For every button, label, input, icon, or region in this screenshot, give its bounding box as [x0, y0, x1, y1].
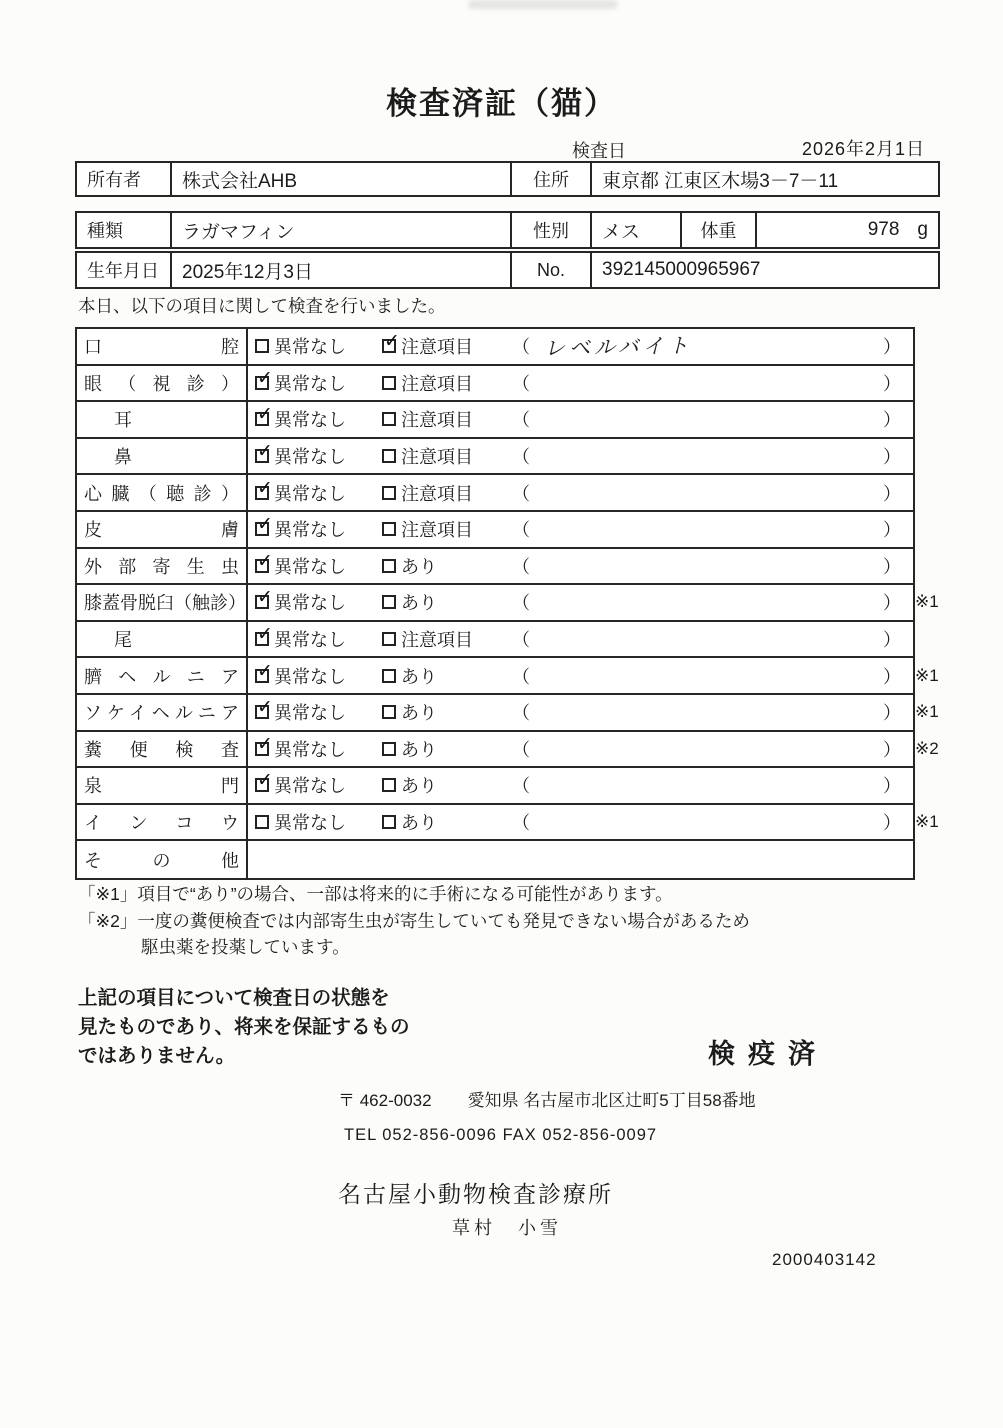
disclaimer-paragraph [78, 984, 410, 1071]
exam-option-finding [375, 622, 510, 657]
birthdate-label: 生年月日 [77, 253, 172, 287]
exam-item-label: 口腔 [77, 329, 248, 364]
clinic-address-line [338, 1086, 756, 1111]
option-label: 注意項目 [401, 410, 473, 431]
checkbox-no-abnormality [255, 815, 269, 829]
paren-close: ） [883, 739, 901, 760]
address-label: 住所 [512, 163, 592, 195]
paren-close: ） [883, 520, 901, 541]
exam-row-inguinal-hernia [77, 695, 939, 732]
exam-option-normal [248, 622, 375, 657]
sex-label: 性別 [512, 213, 592, 247]
paren-open: （ [512, 593, 530, 614]
disclaimer-line-1: 上記の項目について検査日の状態を [78, 987, 390, 1009]
exam-option-normal [248, 805, 375, 840]
option-label: 注意項目 [401, 373, 473, 394]
exam-row-fecal-exam [77, 732, 939, 769]
option-label: あり [401, 703, 437, 724]
footnote-mark: ※1 [915, 702, 939, 722]
footnote-2-line2: 駆虫薬を投薬しています。 [141, 937, 350, 957]
checkbox-present [382, 559, 396, 573]
clinic-tel-fax: TEL 052-856-0096 FAX 052-856-0097 [344, 1126, 658, 1144]
paren-close: ） [883, 776, 901, 797]
check-mark-icon: ✓ [257, 587, 273, 609]
paren-open: （ [512, 410, 530, 431]
exam-item-label: 糞便検査 [77, 732, 248, 767]
exam-row-fontanelle [77, 768, 913, 805]
paren-open: （ [512, 373, 530, 394]
footnote-1: 「※1」項目で“あり”の場合、一部は将来的に手術になる可能性があります。 [78, 884, 673, 904]
checkbox-no-abnormality [255, 660, 273, 683]
disclaimer-line-2: 見たものであり、将来を保証するもの [78, 1016, 410, 1038]
exam-option-normal [248, 658, 375, 693]
option-label: 異常なし [274, 337, 346, 358]
paren-close: ） [883, 410, 901, 431]
option-label: 異常なし [274, 483, 346, 504]
exam-item-label: 泉門 [77, 768, 248, 803]
paren-open: （ [512, 739, 530, 760]
weight-value-cell [757, 213, 942, 247]
exam-note [510, 695, 913, 730]
option-label: 異常なし [274, 520, 346, 541]
sex-value: メス [592, 213, 682, 247]
checkbox-no-abnormality [255, 441, 273, 463]
exam-item-label: インコウ [77, 805, 248, 840]
paren-open: （ [512, 630, 530, 651]
exam-note [510, 622, 913, 657]
option-label: あり [401, 593, 437, 614]
scan-artifact [468, 0, 618, 9]
exam-row-ears [77, 402, 913, 439]
exam-note [510, 475, 913, 510]
breed-value: ラガマフィン [172, 213, 512, 247]
clinic-address: 愛知県 名古屋市北区辻町5丁目58番地 [467, 1091, 756, 1110]
exam-item-label: 膝蓋骨脱臼（触診） [77, 585, 248, 620]
exam-item-label: 耳 [77, 402, 248, 437]
exam-option-normal [248, 768, 375, 803]
exam-option-normal [248, 475, 375, 510]
check-mark-icon: ✓ [257, 660, 273, 682]
exam-note [510, 512, 913, 547]
option-label: 異常なし [274, 410, 346, 431]
pet-table-row1 [75, 211, 940, 249]
option-label: あり [401, 776, 437, 797]
option-label: 異常なし [274, 739, 346, 760]
page-title: 検査済証（猫） [386, 86, 617, 121]
checkbox-present [382, 595, 396, 609]
exam-row-inkou [77, 805, 939, 842]
check-mark-icon: ✓ [257, 733, 273, 755]
checkbox-present [382, 669, 396, 683]
checkbox-attention-item [382, 449, 396, 463]
paren-close: ） [883, 593, 901, 614]
check-mark-icon: ✓ [257, 441, 273, 463]
pet-table-row2 [75, 251, 940, 289]
option-label: 異常なし [274, 666, 346, 687]
exam-option-finding [375, 585, 510, 620]
exam-row-external-parasites [77, 549, 913, 586]
exam-option-finding [375, 402, 510, 437]
handwritten-note: レベルバイト [543, 334, 693, 361]
paren-open: （ [512, 703, 530, 724]
check-mark-icon: ✓ [384, 331, 400, 353]
exam-row-nose [77, 439, 913, 476]
checkbox-no-abnormality [255, 514, 273, 536]
owner-label: 所有者 [77, 163, 172, 195]
veterinarian-name: 草村 小雪 [452, 1218, 562, 1238]
inspection-date-label: 検査日 [572, 141, 626, 161]
exam-option-finding [375, 439, 510, 474]
checkbox-no-abnormality [255, 550, 273, 573]
exam-table [75, 327, 939, 880]
footnote-2-line1: 「※2」一度の糞便検査では内部寄生虫が寄生していても発見できない場合があるため [78, 911, 750, 931]
paren-close: ） [883, 373, 901, 394]
address-value: 東京都 江東区木場3－7－11 [602, 170, 839, 192]
exam-option-finding [375, 512, 510, 547]
exam-option-normal [248, 512, 375, 547]
exam-option-finding [375, 658, 510, 693]
postal-code: 〒 462-0032 [338, 1091, 432, 1110]
checkbox-no-abnormality [255, 770, 273, 792]
owner-table [75, 161, 940, 197]
inspection-date-value: 2026年2月1日 [802, 139, 926, 159]
option-label: 異常なし [274, 373, 346, 394]
option-label: 異常なし [274, 703, 346, 724]
disclaimer-line-3: ではありません。 [78, 1045, 236, 1067]
exam-row-skin [77, 512, 913, 549]
exam-option-normal [248, 585, 375, 620]
number-value: 392145000965967 [602, 259, 761, 280]
checkbox-present [382, 778, 396, 792]
exam-item-label: ソケイヘルニア [77, 695, 248, 730]
birthdate-value: 2025年12月3日 [172, 253, 512, 287]
breed-label: 種類 [77, 213, 172, 247]
owner-value: 株式会社AHB [172, 163, 512, 195]
exam-option-finding [375, 475, 510, 510]
footnote-mark: ※1 [915, 812, 939, 832]
exam-row-patella [77, 585, 939, 622]
exam-row-other [77, 841, 913, 878]
option-label: 異常なし [274, 813, 346, 834]
exam-option-finding [375, 732, 510, 767]
exam-option-finding [375, 695, 510, 730]
checkbox-no-abnormality [255, 697, 273, 719]
exam-option-finding [375, 805, 510, 840]
checkbox-attention-item [382, 412, 396, 426]
paren-open: （ [512, 447, 530, 468]
checkbox-attention-item [382, 331, 400, 353]
option-label: 異常なし [274, 447, 346, 468]
paren-open: （ [512, 666, 530, 687]
exam-item-label: 鼻 [77, 439, 248, 474]
exam-note [510, 549, 913, 584]
checkbox-attention-item [382, 522, 396, 536]
paren-open: （ [512, 520, 530, 541]
exam-option-finding [375, 366, 510, 401]
document-number: 2000403142 [772, 1250, 877, 1269]
exam-item-label: 皮膚 [77, 512, 248, 547]
checkbox-present [382, 705, 396, 719]
option-label: 注意項目 [401, 447, 473, 468]
paren-open: （ [512, 337, 530, 358]
option-label: 異常なし [274, 593, 346, 614]
exam-option-normal [248, 329, 375, 364]
checkbox-no-abnormality [255, 624, 273, 646]
paren-open: （ [512, 556, 530, 577]
check-mark-icon: ✓ [257, 770, 273, 792]
quarantine-passed-stamp: 検疫済 [708, 1039, 828, 1069]
footnote-mark: ※1 [915, 592, 939, 612]
checkbox-present [382, 742, 396, 756]
exam-note [510, 366, 913, 401]
exam-item-label: 眼（視診） [77, 366, 248, 401]
paren-close: ） [883, 483, 901, 504]
exam-option-normal [248, 366, 375, 401]
exam-row-oral-cavity [77, 329, 913, 366]
checkbox-attention-item [382, 376, 396, 390]
option-label: あり [401, 556, 437, 577]
exam-item-label: 心臓（聴診） [77, 475, 248, 510]
exam-note [510, 732, 913, 767]
option-label: 注意項目 [401, 520, 473, 541]
exam-option-normal [248, 549, 375, 584]
exam-note [510, 439, 913, 474]
checkbox-present [382, 815, 396, 829]
exam-row-tail [77, 622, 913, 659]
checkbox-no-abnormality [255, 404, 273, 426]
exam-note [510, 402, 913, 437]
exam-note [510, 329, 913, 364]
exam-item-label: その他 [77, 841, 248, 878]
exam-option-normal [248, 439, 375, 474]
exam-option-finding [375, 768, 510, 803]
footnote-mark: ※2 [915, 738, 939, 758]
exam-row-eyes [77, 366, 913, 403]
empty-cell [248, 841, 913, 878]
exam-note [510, 768, 913, 803]
paren-close: ） [883, 813, 901, 834]
exam-item-label: 外部寄生虫 [77, 549, 248, 584]
paren-close: ） [883, 666, 901, 687]
checkbox-no-abnormality [255, 587, 273, 609]
checkbox-no-abnormality [255, 367, 273, 390]
weight-unit: g [917, 219, 928, 240]
footnote-mark: ※1 [915, 665, 939, 685]
option-label: あり [401, 813, 437, 834]
paren-open: （ [512, 776, 530, 797]
option-label: あり [401, 666, 437, 687]
checkbox-no-abnormality [255, 477, 273, 500]
check-mark-icon: ✓ [257, 514, 273, 536]
number-label: No. [512, 253, 592, 287]
exam-item-label: 臍ヘルニア [77, 658, 248, 693]
paren-close: ） [883, 630, 901, 651]
weight-label: 体重 [682, 213, 757, 247]
option-label: 異常なし [274, 556, 346, 577]
check-mark-icon: ✓ [257, 404, 273, 426]
option-label: 異常なし [274, 776, 346, 797]
exam-option-finding [375, 549, 510, 584]
option-label: 注意項目 [401, 337, 473, 358]
paren-close: ） [883, 703, 901, 724]
exam-option-normal [248, 732, 375, 767]
option-label: 注意項目 [401, 630, 473, 651]
option-label: あり [401, 739, 437, 760]
checkbox-no-abnormality [255, 339, 269, 353]
checkbox-attention-item [382, 632, 396, 646]
checkbox-no-abnormality [255, 733, 273, 756]
option-label: 注意項目 [401, 483, 473, 504]
paren-close: ） [883, 556, 901, 577]
exam-option-normal [248, 402, 375, 437]
clinic-name: 名古屋小動物検査診療所 [338, 1181, 613, 1207]
check-mark-icon: ✓ [257, 367, 273, 389]
checkbox-attention-item [382, 486, 396, 500]
weight-value: 978 [867, 219, 900, 240]
exam-row-umbilical-hernia [77, 658, 939, 695]
exam-option-finding [375, 329, 510, 364]
option-label: 異常なし [274, 630, 346, 651]
check-mark-icon: ✓ [257, 477, 273, 499]
exam-row-heart [77, 475, 913, 512]
exam-note [510, 805, 913, 840]
check-mark-icon: ✓ [257, 550, 273, 572]
paren-open: （ [512, 813, 530, 834]
exam-note [510, 585, 913, 620]
exam-option-normal [248, 695, 375, 730]
check-mark-icon: ✓ [257, 697, 273, 719]
check-mark-icon: ✓ [257, 624, 273, 646]
paren-close: ） [883, 337, 901, 358]
paren-open: （ [512, 483, 530, 504]
exam-note [510, 658, 913, 693]
paren-close: ） [883, 447, 901, 468]
exam-item-label: 尾 [77, 622, 248, 657]
intro-text: 本日、以下の項目に関して検査を行いました。 [78, 296, 446, 316]
